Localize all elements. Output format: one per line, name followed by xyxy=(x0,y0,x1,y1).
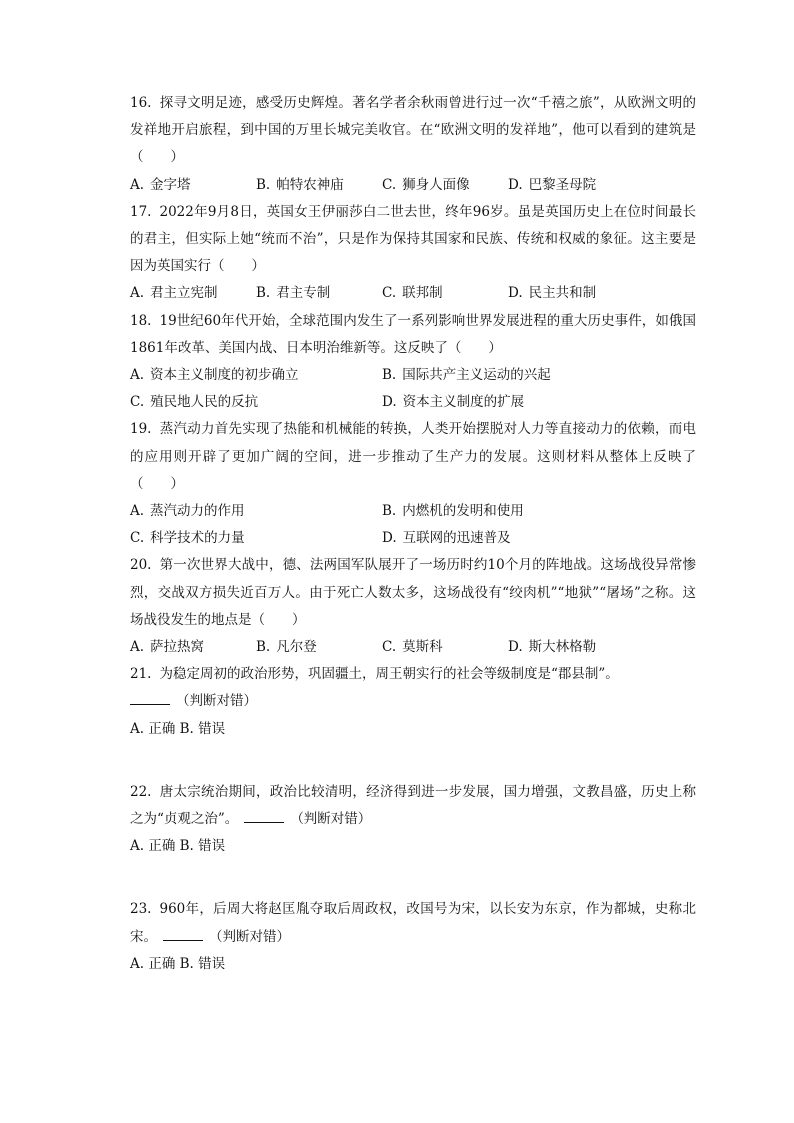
judgment-options: A. 正确 B. 错误 xyxy=(130,838,226,855)
question-number: 22. xyxy=(130,783,152,800)
question-20 xyxy=(130,552,696,634)
question-number: 20. xyxy=(130,557,152,574)
option-b: B. 君主专制 xyxy=(256,285,331,302)
question-text: 19世纪60年代开始，全球范围内发生了一系列影响世界发展进程的重大历史事件，如俄国1861年改革、美国内战、日本明治维新等。这反映了（ ） xyxy=(130,312,696,356)
question-18 xyxy=(130,308,696,362)
question-text: 第一次世界大战中，德、法两国军队展开了一场历时约10个月的阵地战。这场战役异常惨烈，交战双方损失近百万人。由于死亡人数太多，这场战役有“绞肉机”“地狱”“屠场”之称。这场战役发生的地点是（ ） xyxy=(130,557,696,628)
question-text: 960年，后周大将赵匡胤夺取后周政权，改国号为宋，以长安为东京，作为都城，史称北宋。 xyxy=(130,901,696,945)
option-a: A. 萨拉热窝 xyxy=(130,639,205,656)
option-c: C. 殖民地人民的反抗 xyxy=(130,394,259,411)
question-number: 21. xyxy=(130,666,152,683)
question-17 xyxy=(130,199,696,281)
question-text: 蒸汽动力首先实现了热能和机械能的转换，人类开始摆脱对人力等直接动力的依赖，而电的应用则开辟了更加广阔的空间，进一步推动了生产力的发展。这则材料从整体上反映了（ ） xyxy=(130,421,696,492)
options-17 xyxy=(130,280,696,307)
gap xyxy=(130,743,696,779)
question-21 xyxy=(130,661,696,715)
option-d: D. 斯大林格勒 xyxy=(508,639,597,656)
question-number: 18. xyxy=(130,312,152,329)
option-c: C. 科学技术的力量 xyxy=(130,530,245,547)
options-19-row1 xyxy=(130,498,696,525)
option-a: A. 君主立宪制 xyxy=(130,285,218,302)
option-a: A. 金字塔 xyxy=(130,176,191,193)
options-19-row2 xyxy=(130,525,696,552)
option-d: D. 民主共和制 xyxy=(508,285,597,302)
option-b: B. 内燃机的发明和使用 xyxy=(382,503,524,520)
question-text: 唐太宗统治期间，政治比较清明，经济得到进一步发展，国力增强，文教昌盛，历史上称之为“贞观之治”。 xyxy=(130,783,696,828)
answer-blank[interactable] xyxy=(130,690,170,705)
option-a: A. 资本主义制度的初步确立 xyxy=(130,367,299,384)
question-23 xyxy=(130,896,696,950)
options-18-row1 xyxy=(130,362,696,389)
question-number: 23. xyxy=(130,901,152,918)
option-b: B. 凡尔登 xyxy=(256,639,317,656)
judgment-hint: （判断对错） xyxy=(290,811,372,828)
question-number: 16. xyxy=(130,95,152,111)
question-text: 探寻文明足迹，感受历史辉煌。著名学者余秋雨曾进行过一次“千禧之旅”，从欧洲文明的发祥地开启旅程，到中国的万里长城完美收官。在“欧洲文明的发祥地”，他可以看到的建筑是（ ） xyxy=(130,95,696,166)
question-19 xyxy=(130,416,696,498)
judgment-options: A. 正确 B. 错误 xyxy=(130,955,226,972)
judgment-hint: （判断对错） xyxy=(176,693,257,710)
options-16 xyxy=(130,172,696,199)
exam-page xyxy=(130,90,696,978)
judgment-options: A. 正确 B. 错误 xyxy=(130,720,226,737)
question-text: 2022年9月8日，英国女王伊丽莎白二世去世，终年96岁。虽是英国历史上在位时间最长的君主，但实际上她“统而不治”，只是作为保持其国家和民族、传统和权威的象征。这主要是因为英国实行（ ） xyxy=(130,203,696,275)
option-c: C. 联邦制 xyxy=(382,285,443,302)
question-22 xyxy=(130,779,696,833)
option-b: B. 帕特农神庙 xyxy=(256,176,344,193)
option-d: D. 巴黎圣母院 xyxy=(508,176,597,193)
options-18-row2 xyxy=(130,389,696,416)
answer-blank[interactable] xyxy=(244,808,284,823)
option-c: C. 狮身人面像 xyxy=(382,176,470,193)
options-20 xyxy=(130,634,696,661)
question-text: 为稳定周初的政治形势，巩固疆土，周王朝实行的社会等级制度是“郡县制”。 xyxy=(159,666,619,683)
option-a: A. 蒸汽动力的作用 xyxy=(130,503,245,520)
question-16 xyxy=(130,90,696,172)
question-number: 17. xyxy=(130,203,152,220)
option-c: C. 莫斯科 xyxy=(382,639,443,656)
option-d: D. 资本主义制度的扩展 xyxy=(382,394,525,411)
option-d: D. 互联网的迅速普及 xyxy=(382,530,511,547)
judgment-hint: （判断对错） xyxy=(209,928,290,945)
answer-blank[interactable] xyxy=(163,926,203,941)
option-b: B. 国际共产主义运动的兴起 xyxy=(382,367,551,384)
question-number: 19. xyxy=(130,421,152,438)
gap xyxy=(130,860,696,896)
